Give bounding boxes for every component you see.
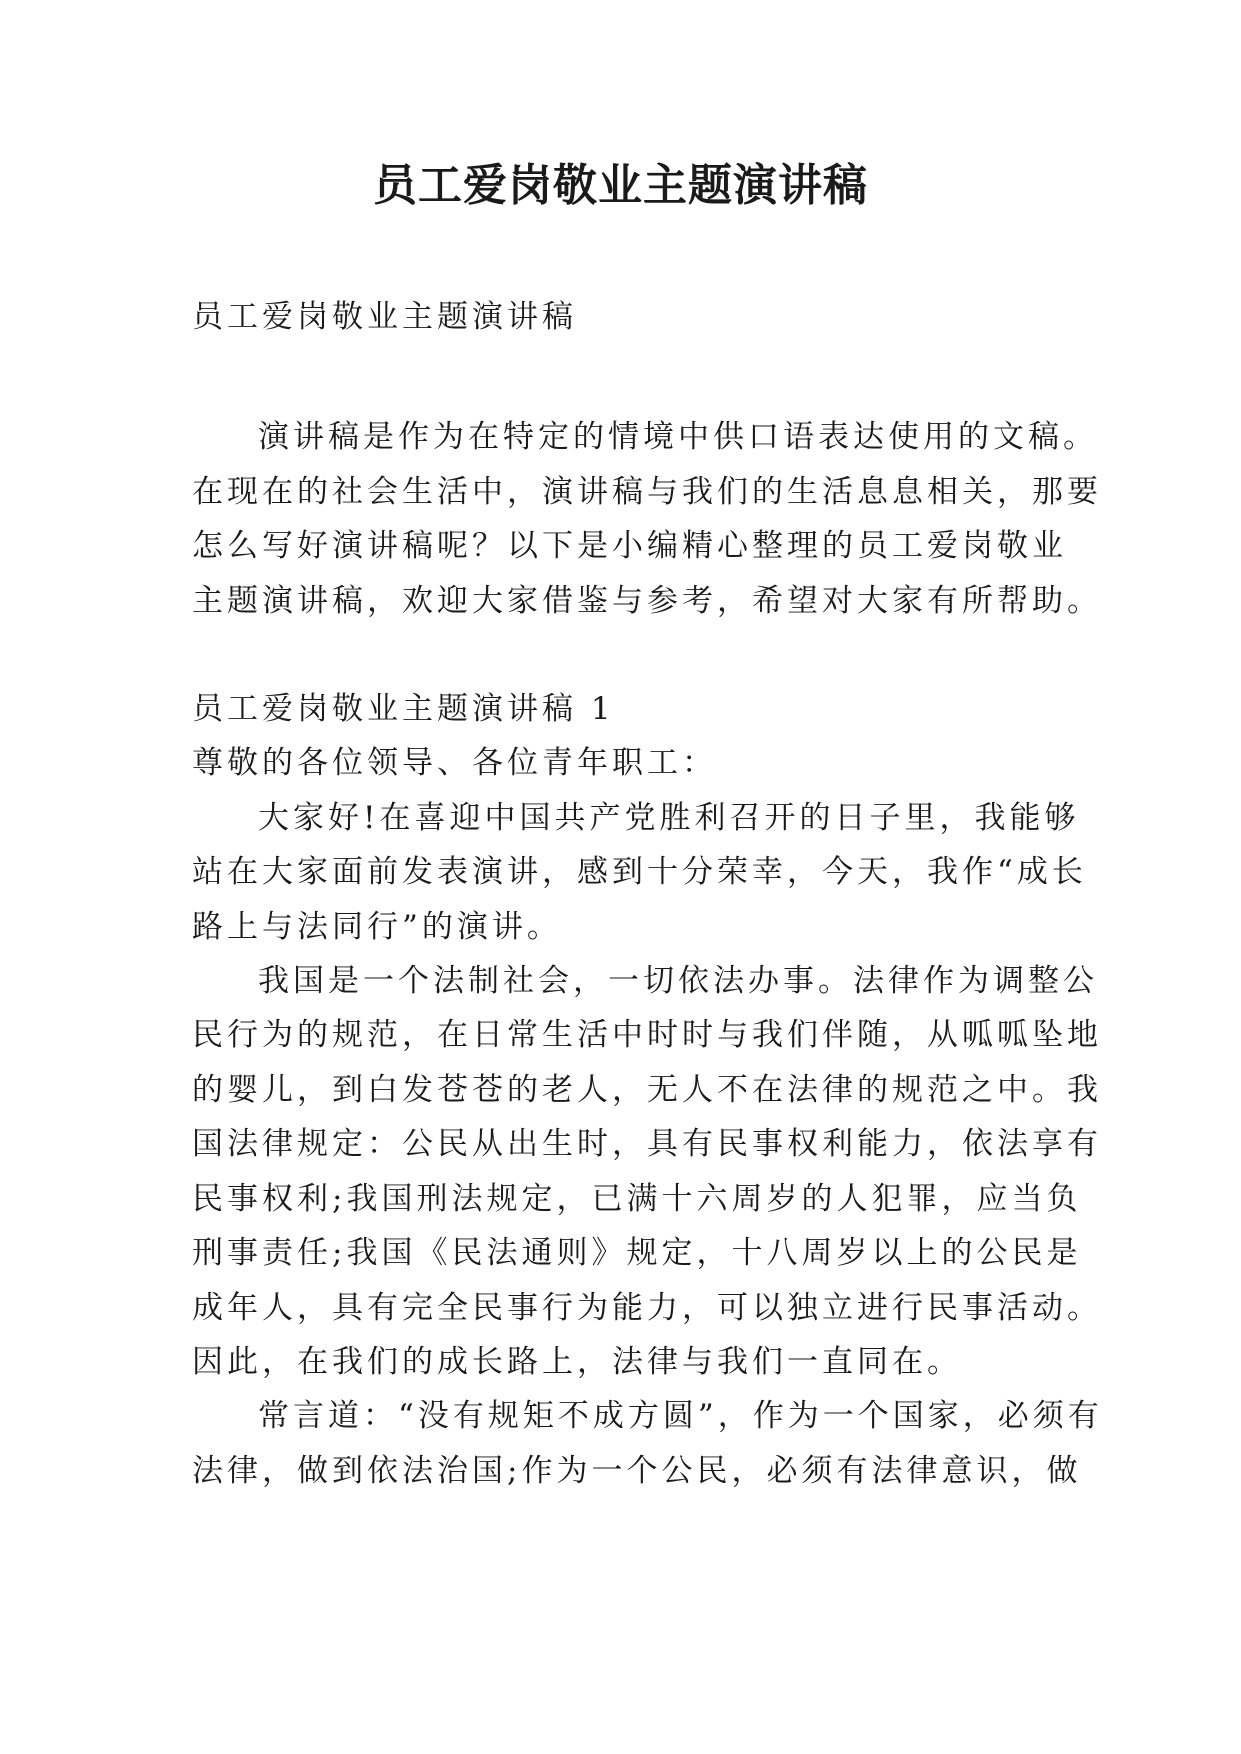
text-line: 大家好!在喜迎中国共产党胜利召开的日子里，我能够 xyxy=(258,799,1080,836)
paragraph-3 xyxy=(192,1389,1103,1498)
text-line: 主题演讲稿，欢迎大家借鉴与参考，希望对大家有所帮助。 xyxy=(192,582,1102,619)
intro-paragraph xyxy=(192,410,1102,628)
text-line: 路上与法同行”的演讲。 xyxy=(192,908,562,945)
text-line: 怎么写好演讲稿呢？以下是小编精心整理的员工爱岗敬业 xyxy=(192,528,1067,565)
text-line: 的婴儿，到白发苍苍的老人，无人不在法律的规范之中。我 xyxy=(192,1071,1102,1108)
paragraph-1 xyxy=(192,791,1087,954)
text-line: 常言道：“没有规矩不成方圆”，作为一个国家，必须有 xyxy=(258,1398,1103,1435)
text-line: 民事权利;我国刑法规定，已满十六周岁的人犯罪，应当负 xyxy=(192,1180,1082,1217)
text-line: 在现在的社会生活中，演讲稿与我们的生活息息相关，那要 xyxy=(192,473,1102,510)
text-line: 我国是一个法制社会，一切依法办事。法律作为调整公 xyxy=(258,963,1098,1000)
text-line: 演讲稿是作为在特定的情境中供口语表达使用的文稿。 xyxy=(258,419,1098,456)
text-line: 国法律规定：公民从出生时，具有民事权利能力，依法享有 xyxy=(192,1126,1102,1163)
text-line: 因此，在我们的成长路上，法律与我们一直同在。 xyxy=(192,1343,962,1380)
document-title: 员工爱岗敬业主题演讲稿 xyxy=(373,160,868,211)
text-line: 刑事责任;我国《民法通则》规定，十八周岁以上的公民是 xyxy=(192,1235,1082,1272)
document-subtitle: 员工爱岗敬业主题演讲稿 xyxy=(192,299,577,335)
document-body xyxy=(192,290,1103,1498)
text-line: 民行为的规范，在日常生活中时时与我们伴随，从呱呱坠地 xyxy=(192,1017,1102,1054)
text-line: 法律，做到依法治国;作为一个公民，必须有法律意识，做 xyxy=(192,1452,1082,1489)
salutation: 尊敬的各位领导、各位青年职工： xyxy=(192,745,717,782)
paragraph-2 xyxy=(192,954,1102,1389)
text-line: 站在大家面前发表演讲，感到十分荣幸，今天，我作“成长 xyxy=(192,854,1087,891)
section-heading: 员工爱岗敬业主题演讲稿 1 xyxy=(192,691,615,728)
text-line: 成年人，具有完全民事行为能力，可以独立进行民事活动。 xyxy=(192,1289,1102,1326)
